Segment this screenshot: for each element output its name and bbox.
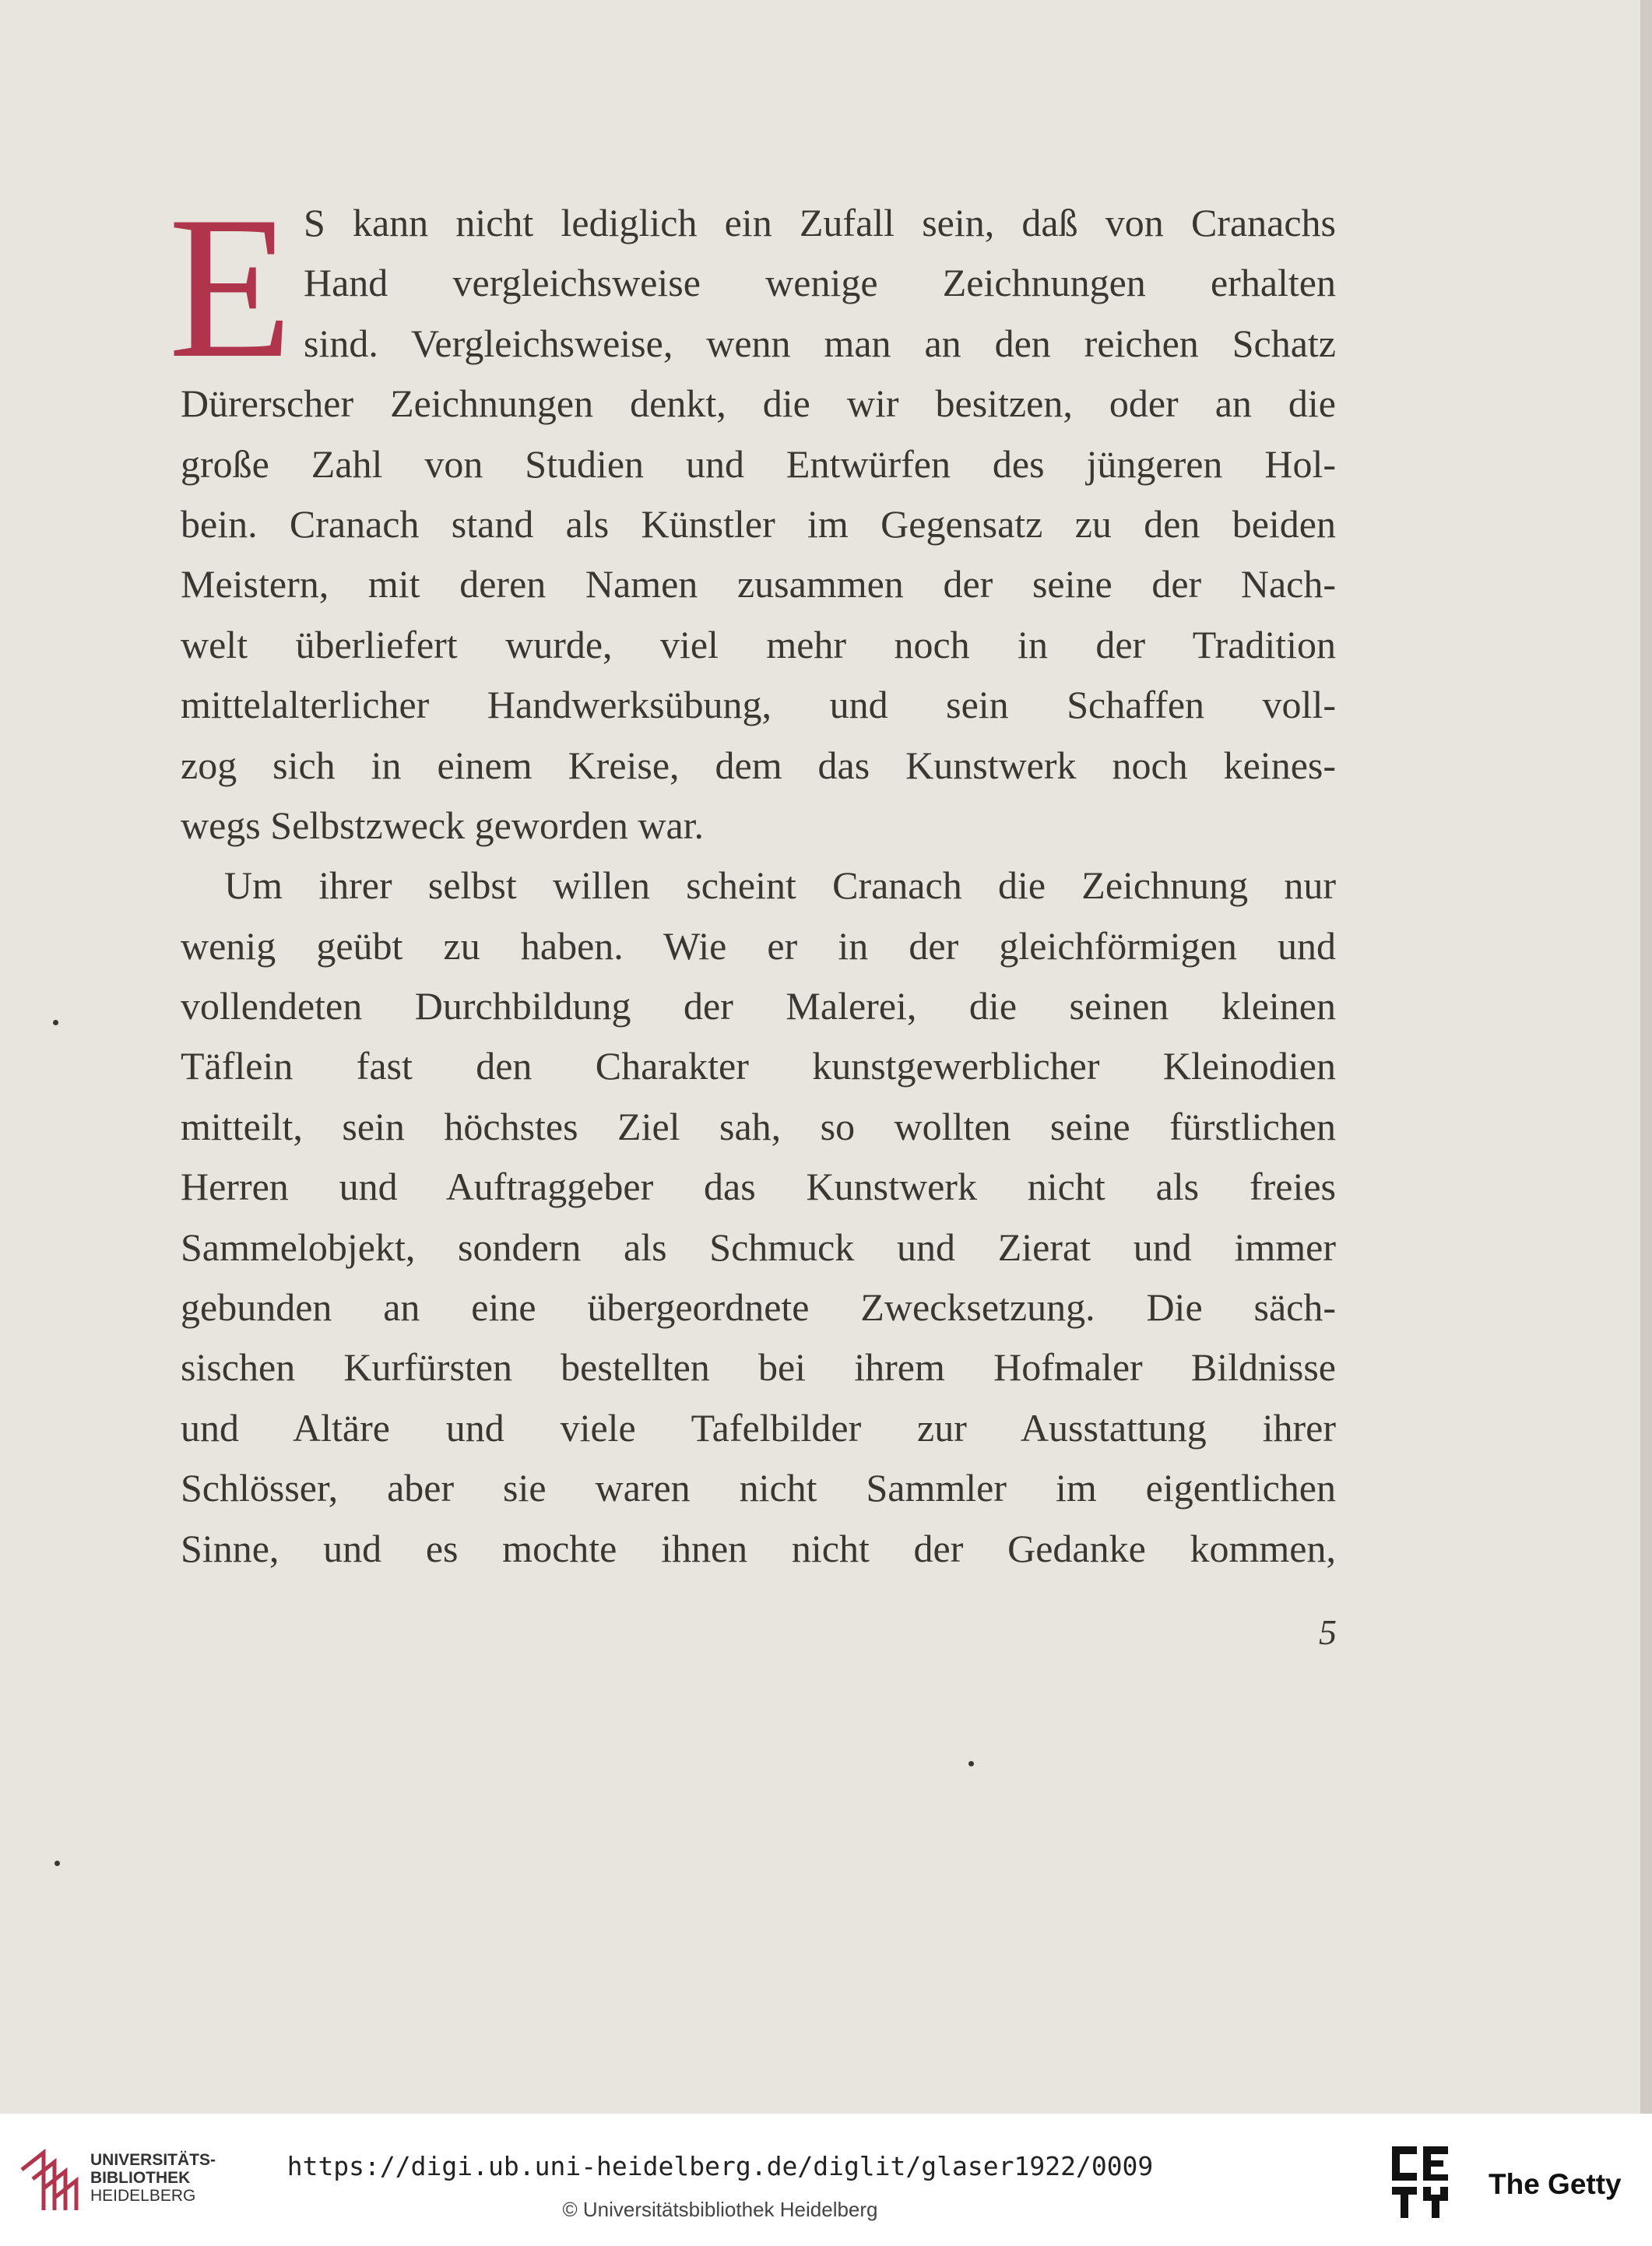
text-line: zog sich in einem Kreise, dem das Kunstwerk noch keines- (181, 743, 1336, 787)
paper-speck (968, 1761, 974, 1766)
text-line: welt überliefert wurde, viel mehr noch in der Tradition (181, 622, 1336, 666)
scan-edge (1640, 0, 1652, 2114)
copyright-notice: © Universitätsbibliothek Heidelberg (562, 2198, 878, 2221)
text-line: sind. Vergleichsweise, wenn man an den reichen Schatz (304, 321, 1336, 365)
text-line: sischen Kurfürsten bestellten bei ihrem Hofmaler Bildnisse (181, 1345, 1336, 1390)
text-line: Um ihrer selbst willen scheint Cranach die Zeichnung nur (224, 863, 1336, 908)
text-line: vollendeten Durchbildung der Malerei, die seinen kleinen (181, 984, 1336, 1028)
text-line: Hand vergleichsweise wenige Zeichnungen erhalten (304, 261, 1336, 305)
getty-wordmark: The Getty (1489, 2168, 1622, 2200)
library-name-line: UNIVERSITÄTS- (90, 2151, 216, 2169)
text-line: Täflein fast den Charakter kunstgewerblicher Kleinodien (181, 1044, 1336, 1088)
text-line: wenig geübt zu haben. Wie er in der gleichförmigen und (181, 923, 1336, 968)
text-line: Herren und Auftraggeber das Kunstwerk nicht als freies (181, 1165, 1336, 1209)
text-line: mittelalterlicher Handwerksübung, und sein Schaffen voll- (181, 683, 1336, 727)
text-line: Meistern, mit deren Namen zusammen der seine der Nach- (181, 562, 1336, 606)
viewer-footer (0, 2114, 1652, 2246)
library-name-line: HEIDELBERG (90, 2187, 196, 2205)
getty-logo-icon (1389, 2143, 1451, 2221)
text-line: große Zahl von Studien und Entwürfen des jüngeren Hol- (181, 441, 1336, 486)
text-line: Sammelobjekt, sondern als Schmuck und Zierat und immer (181, 1225, 1336, 1269)
text-line: wegs Selbstzweck geworden war. (181, 803, 705, 847)
text-line: bein. Cranach stand als Künstler im Gegensatz zu den beiden (181, 501, 1336, 546)
page-number: 5 (1319, 1612, 1337, 1652)
text-line: Schlösser, aber sie waren nicht Sammler im eigentlichen (181, 1466, 1336, 1510)
library-name-line: BIBLIOTHEK (90, 2169, 191, 2187)
body-text (168, 174, 1336, 1579)
drop-cap: E (168, 174, 293, 400)
text-line: mitteilt, sein höchstes Ziel sah, so wollten seine fürstlichen (181, 1104, 1336, 1148)
text-line: gebunden an eine übergeordnete Zwecksetzung. Die säch- (181, 1285, 1336, 1330)
text-line: Dürerscher Zeichnungen denkt, die wir besitzen, oder an die (181, 381, 1336, 426)
text-line: Sinne, und es mochte ihnen nicht der Gedanke kommen, (181, 1526, 1336, 1570)
paper-speck (53, 1020, 58, 1025)
text-line: S kann nicht lediglich ein Zufall sein, daß von Cranachs (304, 201, 1336, 244)
paper-speck (54, 1861, 60, 1866)
permalink-url[interactable]: https://digi.ub.uni-heidelberg.de/diglit/glaser1922/0009 (286, 2151, 1154, 2181)
text-line: und Altäre und viele Tafelbilder zur Ausstattung ihrer (181, 1405, 1336, 1450)
